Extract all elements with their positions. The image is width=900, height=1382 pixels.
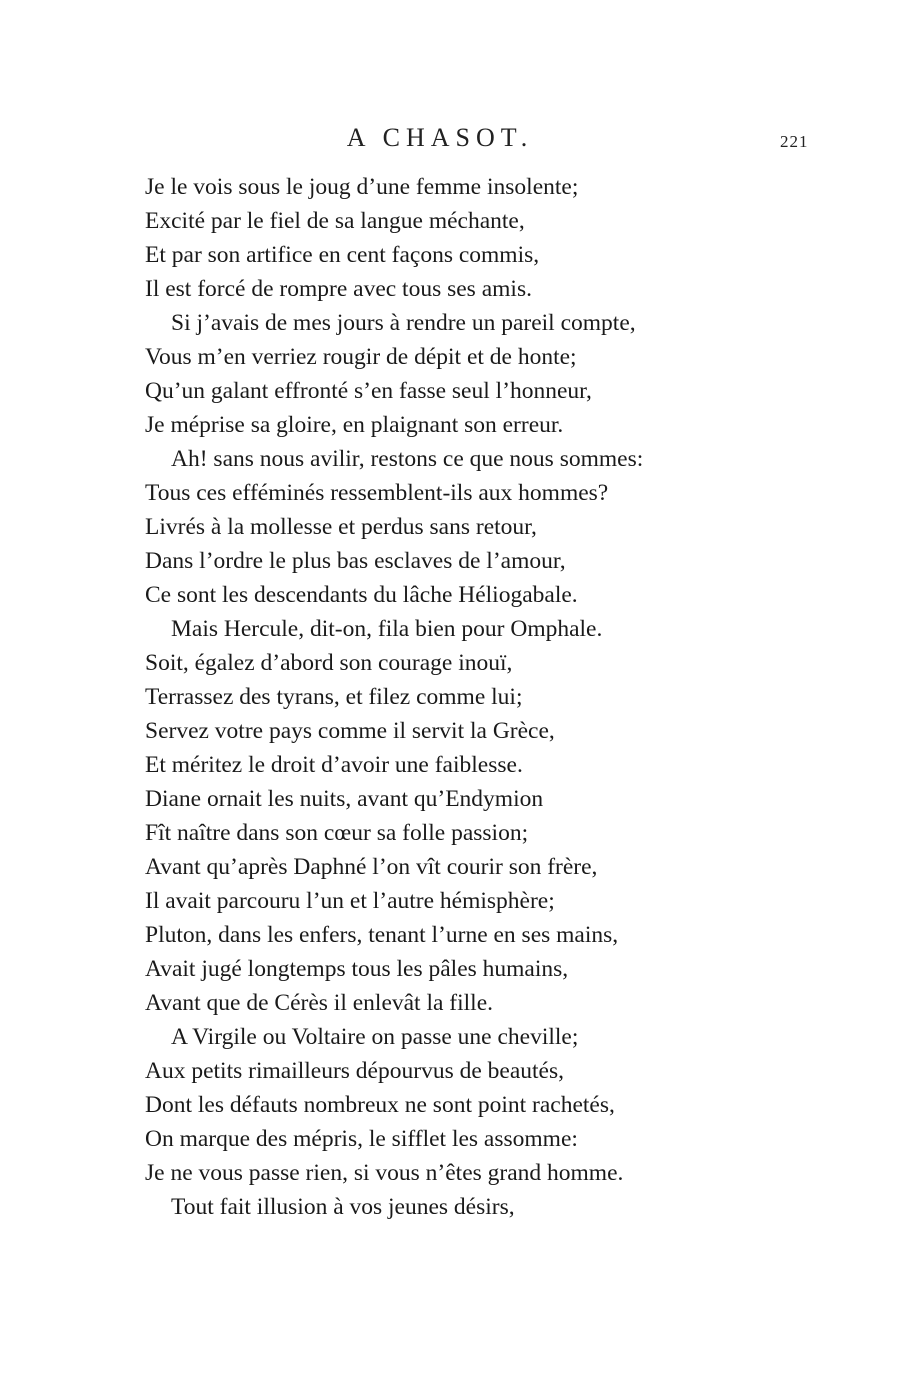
verse-line: Avant que de Cérès il enlevât la fille. <box>145 990 494 1016</box>
verse-line: Diane ornait les nuits, avant qu’Endymion <box>145 786 544 812</box>
verse-line: Et méritez le droit d’avoir une faiblesse. <box>145 752 523 778</box>
verse-line: Servez votre pays comme il servit la Grèce, <box>145 718 555 744</box>
verse-line: On marque des mépris, le sifflet les assomme: <box>145 1126 578 1152</box>
verse-line: Vous m’en verriez rougir de dépit et de honte; <box>145 344 577 370</box>
verse-line: Dont les défauts nombreux ne sont point rachetés, <box>145 1092 615 1118</box>
verse-line: Mais Hercule, dit-on, fila bien pour Omphale. <box>171 616 603 642</box>
page-number: 221 <box>780 132 809 151</box>
verse-line: Soit, égalez d’abord son courage inouï, <box>145 650 513 676</box>
verse-line: Il est forcé de rompre avec tous ses amis. <box>145 276 532 302</box>
verse-line: Je le vois sous le joug d’une femme insolente; <box>145 174 579 200</box>
verse-line: Avant qu’après Daphné l’on vît courir son frère, <box>145 854 598 880</box>
verse-line: A Virgile ou Voltaire on passe une cheville; <box>171 1024 579 1050</box>
verse-line: Fît naître dans son cœur sa folle passion; <box>145 820 529 846</box>
poem-verse <box>145 170 785 1224</box>
verse-line: Je ne vous passe rien, si vous n’êtes grand homme. <box>145 1160 624 1186</box>
verse-line: Si j’avais de mes jours à rendre un pareil compte, <box>171 310 636 336</box>
verse-line: Avait jugé longtemps tous les pâles humains, <box>145 956 569 982</box>
verse-line: Je méprise sa gloire, en plaignant son erreur. <box>145 412 564 438</box>
verse-line: Pluton, dans les enfers, tenant l’urne en ses mains, <box>145 922 619 948</box>
verse-line: Et par son artifice en cent façons commis, <box>145 242 540 268</box>
running-title: A CHASOT. <box>346 123 534 152</box>
verse-line: Il avait parcouru l’un et l’autre hémisphère; <box>145 888 555 914</box>
verse-line: Dans l’ordre le plus bas esclaves de l’amour, <box>145 548 566 574</box>
verse-line: Qu’un galant effronté s’en fasse seul l’honneur, <box>145 378 592 404</box>
verse-line: Aux petits rimailleurs dépourvus de beautés, <box>145 1058 564 1084</box>
verse-line: Ce sont les descendants du lâche Héliogabale. <box>145 582 578 608</box>
verse-line: Livrés à la mollesse et perdus sans retour, <box>145 514 537 540</box>
verse-line: Tous ces efféminés ressemblent-ils aux hommes? <box>145 480 609 506</box>
verse-line: Terrassez des tyrans, et filez comme lui; <box>145 684 523 710</box>
verse-line: Ah! sans nous avilir, restons ce que nous sommes: <box>171 446 644 472</box>
verse-line: Tout fait illusion à vos jeunes désirs, <box>171 1194 515 1220</box>
verse-line: Excité par le fiel de sa langue méchante, <box>145 208 525 234</box>
